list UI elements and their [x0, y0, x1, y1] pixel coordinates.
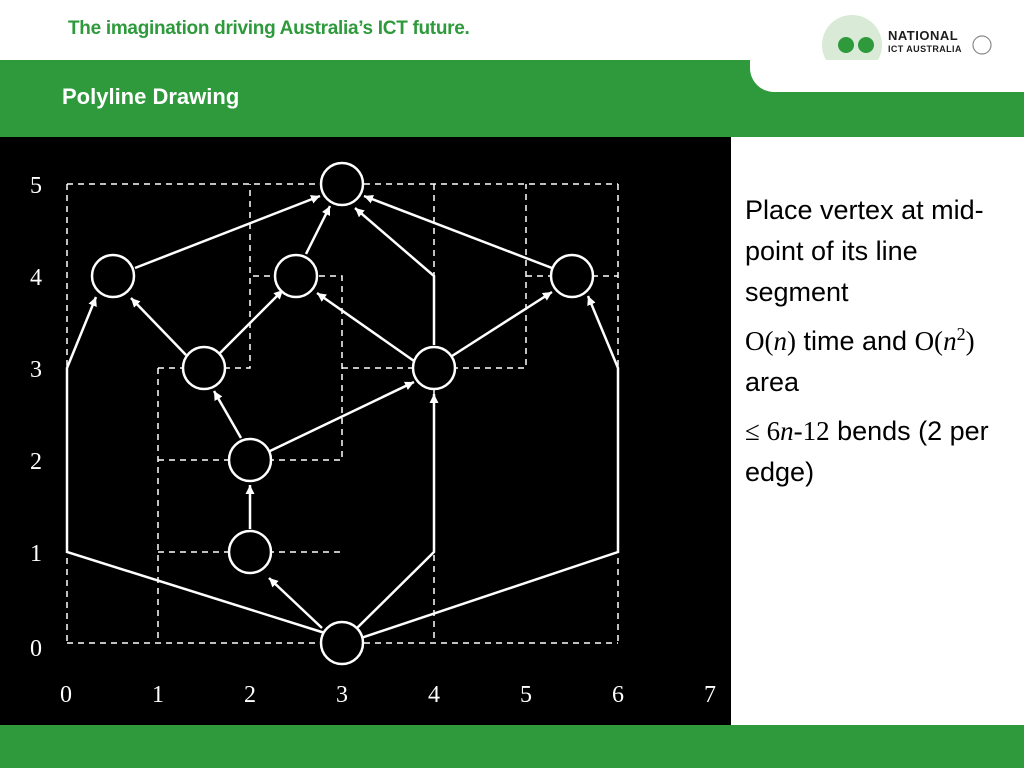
logo-line-2: ICT AUSTRALIA [888, 44, 962, 54]
x-tick-6: 6 [612, 682, 624, 708]
var-n-3: n [780, 416, 794, 446]
vertex-e [413, 347, 455, 389]
edge-g-to-t [306, 206, 330, 254]
edge-d-to-a [131, 298, 186, 355]
edge-d-to-g [220, 290, 283, 353]
edge-e-to-g [317, 293, 414, 361]
x-tick-2: 2 [244, 682, 256, 708]
bullet-3 [745, 411, 1015, 493]
big-o-1: O( [745, 326, 774, 356]
edge-f-to-t [364, 196, 552, 268]
logo-text [888, 29, 962, 54]
y-tick-4: 4 [30, 265, 42, 291]
vertex-a [92, 255, 134, 297]
y-tick-0: 0 [30, 636, 42, 662]
edge-e-to-f [452, 292, 552, 356]
area-text: area [745, 367, 800, 397]
bends-text: bends (2 per edge) [745, 416, 989, 487]
bullet-1: Place vertex at mid-point of its line segment [745, 195, 984, 307]
minus-twelve: -12 [793, 416, 830, 446]
var-n-1: n [773, 326, 787, 356]
vertex-s [321, 622, 363, 664]
paren-close-1: ) [787, 326, 796, 356]
y-tick-1: 1 [30, 541, 42, 567]
footer-band [0, 725, 1024, 768]
y-tick-5: 5 [30, 173, 42, 199]
x-tick-7: 7 [704, 682, 716, 708]
big-o-2: O( [914, 326, 944, 356]
exponent-2: 2 [956, 324, 966, 344]
x-tick-0: 0 [60, 682, 72, 708]
title-band-cutout [750, 60, 1024, 92]
vertex-c [229, 439, 271, 481]
slide-title: Polyline Drawing [62, 84, 240, 109]
var-n-2: n [943, 326, 957, 356]
graph-edges [67, 196, 618, 639]
vertex-b [229, 531, 271, 573]
edge-e-to-t [355, 208, 434, 345]
vertex-t [321, 163, 363, 205]
paren-close-2: ) [965, 326, 975, 356]
edge-s-to-b [269, 578, 322, 628]
graph-vertices [92, 163, 593, 664]
slide-text [745, 190, 1015, 501]
y-tick-2: 2 [30, 449, 42, 475]
x-tick-1: 1 [152, 682, 164, 708]
dashed-grid-regions [67, 184, 618, 643]
time-and-text: time and [796, 326, 915, 356]
logo-line-1: NATIONAL [888, 28, 959, 43]
graph-figure [0, 137, 731, 725]
bullet-2 [745, 321, 1015, 403]
edge-c-to-d [214, 391, 241, 438]
tagline: The imagination driving Australia’s ICT future. [68, 18, 470, 39]
polyline-drawing-figure [0, 137, 731, 725]
x-tick-3: 3 [336, 682, 348, 708]
x-tick-4: 4 [428, 682, 440, 708]
y-tick-3: 3 [30, 357, 42, 383]
vertex-f [551, 255, 593, 297]
x-tick-5: 5 [520, 682, 532, 708]
le-six: ≤ 6 [745, 416, 781, 446]
vertex-g [275, 255, 317, 297]
edge-s-to-e [356, 394, 434, 629]
vertex-d [183, 347, 225, 389]
